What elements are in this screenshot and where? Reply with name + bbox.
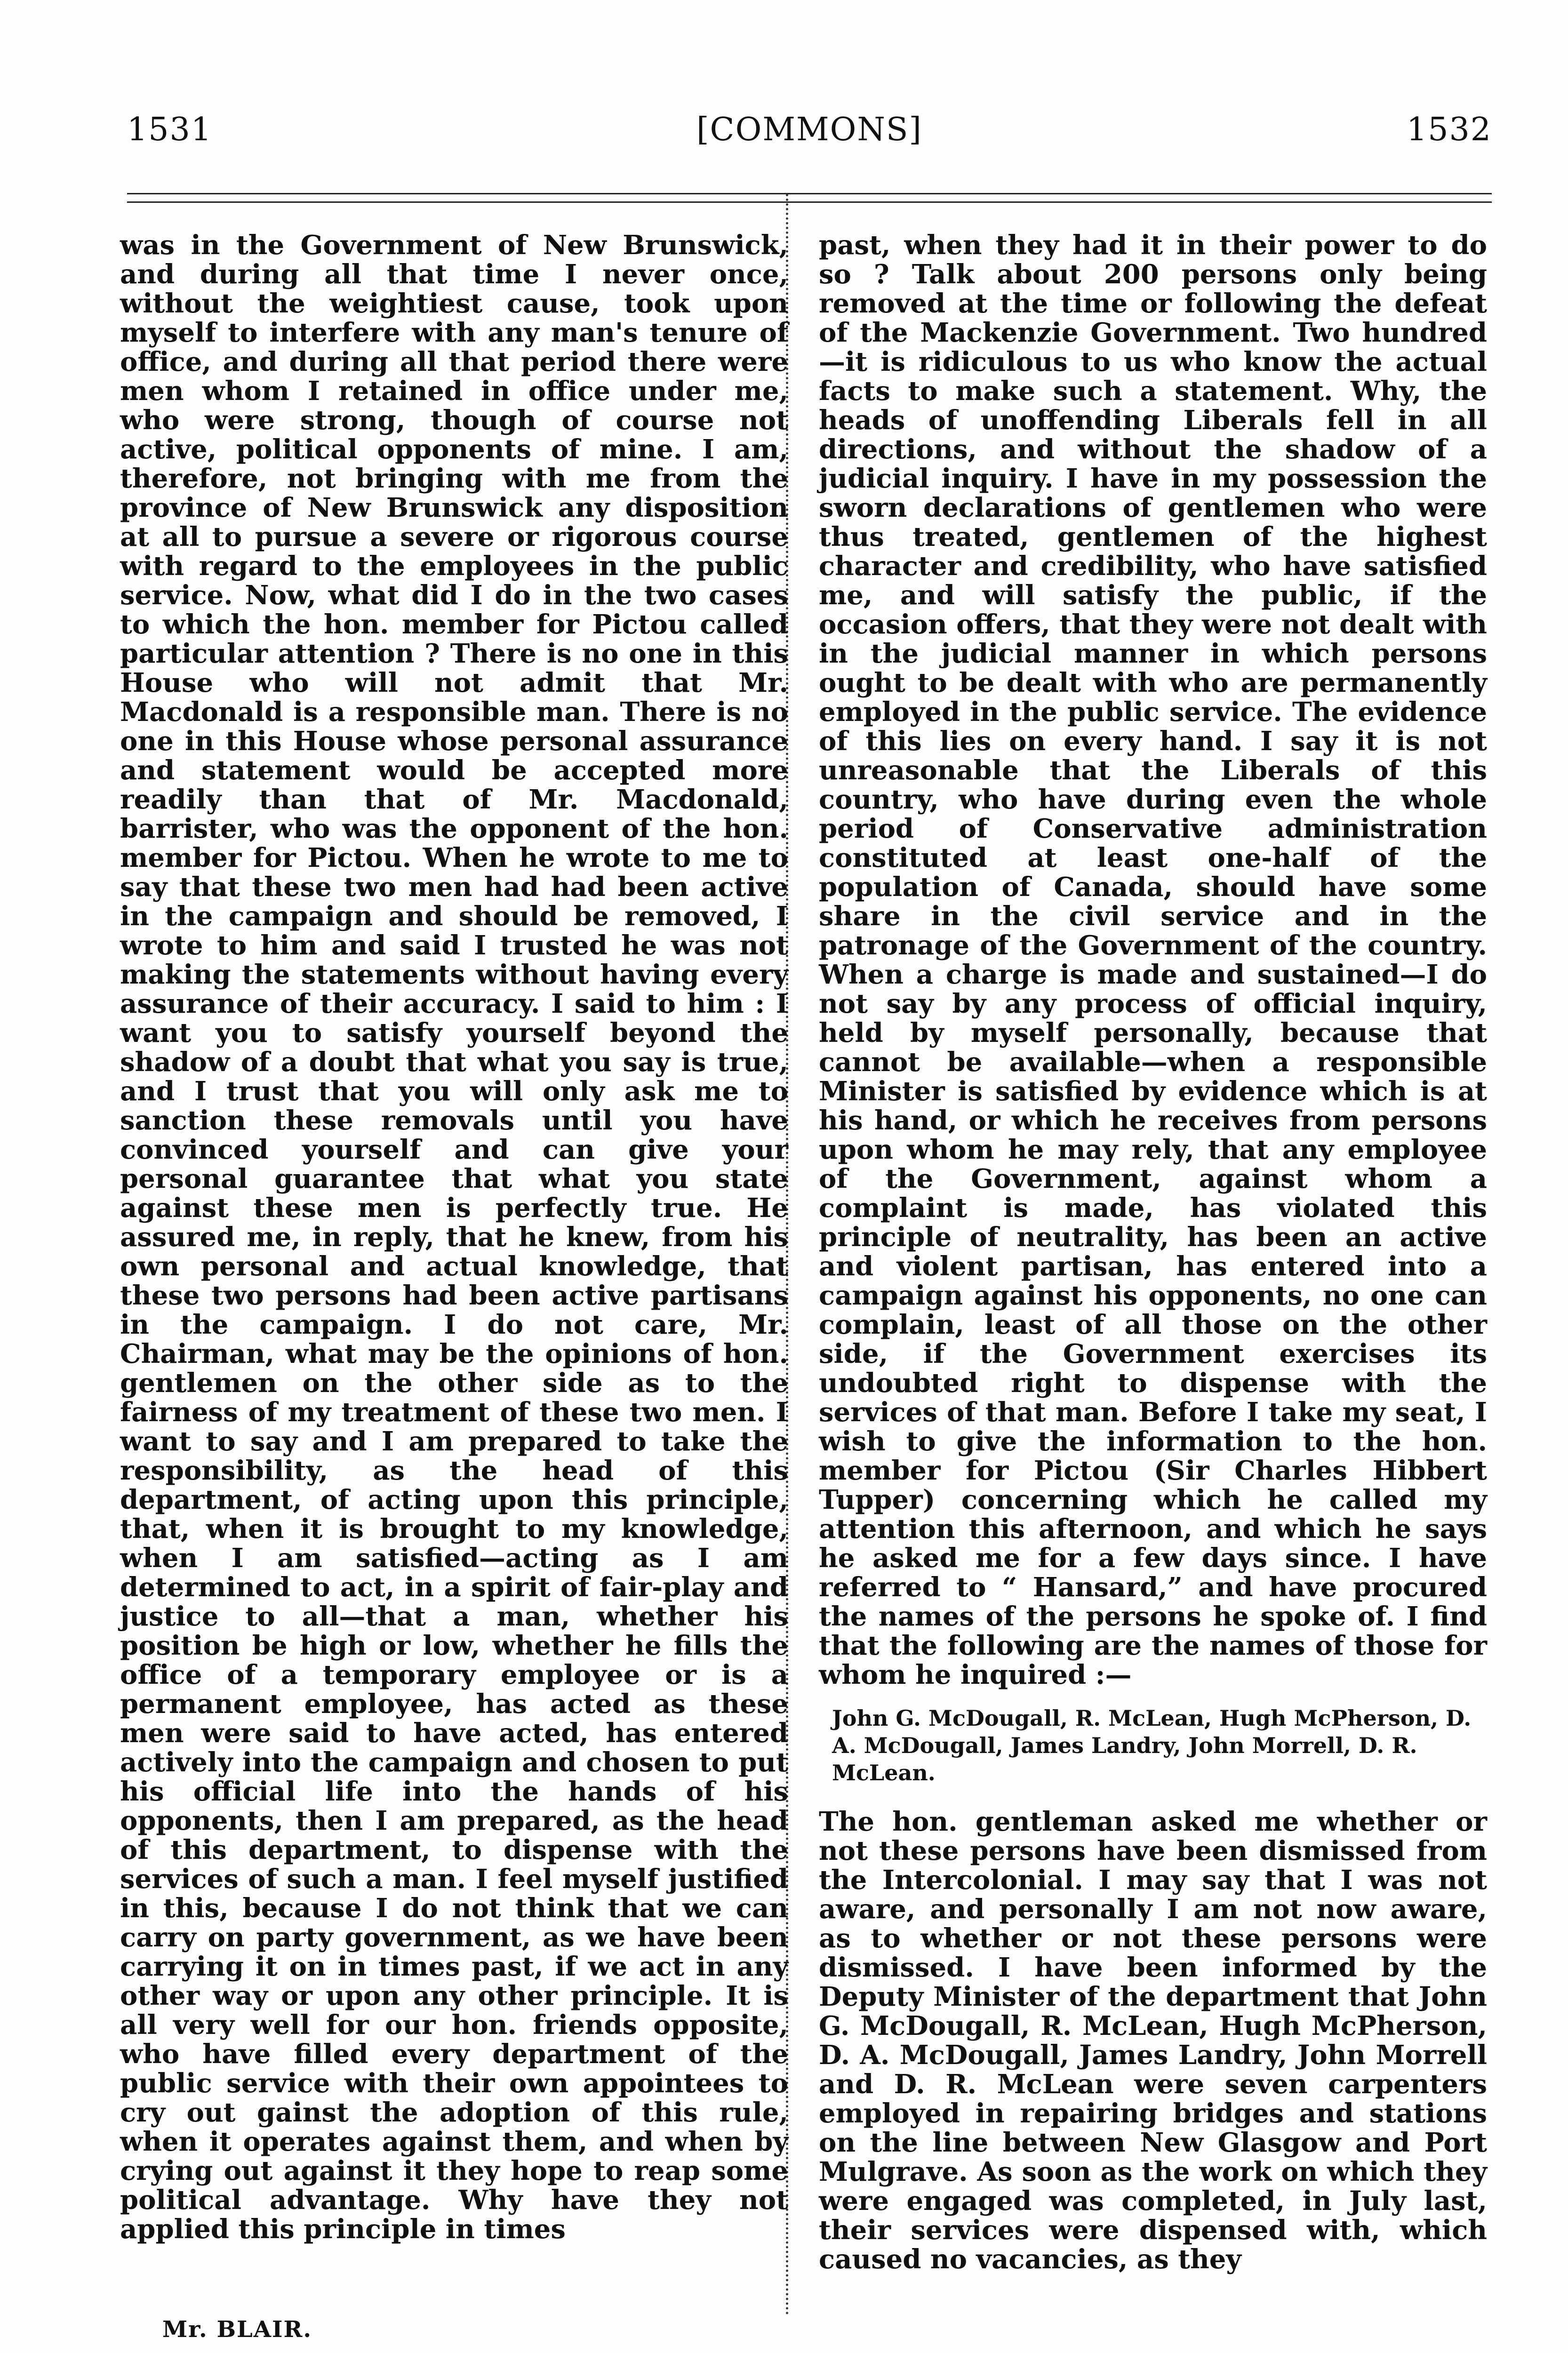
page-number-left: 1531 (127, 111, 213, 148)
page-header (127, 111, 1492, 153)
right-column (819, 231, 1487, 2274)
names-quote: John G. McDougall, R. McLean, Hugh McPherson, D. A. McDougall, James Landry, John Morrell, D. R. McLean. (832, 1705, 1472, 1785)
page-number-right: 1532 (1406, 111, 1492, 148)
speaker-footer: Mr. BLAIR. (162, 2316, 312, 2343)
left-column-text: was in the Government of New Brunswick, and during all that time I never once, without the weightiest cause, took upon myself to interfere with any man's tenure of office, and during all that period there were men whom I retained in office under me, who were strong, though of course not active, political opponents of mine. I am, therefore, not bringing with me from the province of New Brunswick any disposition at all to pursue a severe or rigorous course with regard to the employees in the public service. Now, what did I do in the two cases to which the hon. member for Pictou called particular attention ? There is no one in this House who will not admit that Mr. Macdonald is a responsible man. There is no one in this House whose personal assurance and statement would be accepted more readily than that of Mr. Macdonald, barrister, who was the opponent of the hon. member for Pictou. When he wrote to me to say that these two men had had been active in the campaign and should be removed, I wrote to him and said I trusted he was not making the statements without having every assurance of their accuracy. I said to him : I want you to satisfy yourself beyond the shadow of a doubt that what you say is true, and I trust that you will only ask me to sanction these removals until you have convinced yourself and can give your personal guarantee that what you state against these men is perfectly true. He assured me, in reply, that he knew, from his own personal and actual knowledge, that these two persons had been active partisans in the campaign. I do not care, Mr. Chairman, what may be the opinions of hon. gentlemen on the other side as to the fairness of my treatment of these two men. I want to say and I am prepared to take the responsibility, as the head of this department, of acting upon this principle, that, when it is brought to my knowledge, when I am satisfied—acting as I am determined to act, in a spirit of fair-play and justice to all—that a man, whether his position be high or low, whether he fills the office of a temporary employee or is a permanent employee, has acted as these men were said to have acted, has entered actively into the campaign and chosen to put his official life into the hands of his opponents, then I am prepared, as the head of this department, to dispense with the services of such a man. I feel myself justified in this, because I do not think that we can carry on party government, as we have been carrying it on in times past, if we act in any other way or upon any other principle. It is all very well for our hon. friends opposite, who have filled every department of the public service with their own appointees to cry out gainst the adoption of this rule, when it operates against them, and when by crying out against it they hope to reap some political advantage. Why have they not applied this principle in times (120, 230, 788, 2245)
header-rule-bottom (127, 201, 1492, 203)
right-column-paragraph-1: past, when they had it in their power to do so ? Talk about 200 persons only being removed at the time or following the defeat of the Mackenzie Government. Two hundred—it is ridiculous to us who know the actual facts to make such a statement. Why, the heads of unoffending Liberals fell in all directions, and without the shadow of a judicial inquiry. I have in my possession the sworn declarations of gentlemen who were thus treated, gentlemen of the highest character and credibility, who have satisfied me, and will satisfy the public, if the occasion offers, that they were not dealt with in the judicial manner in which persons ought to be dealt with who are permanently employed in the public service. The evidence of this lies on every hand. I say it is not unreasonable that the Liberals of this country, who have during even the whole period of Conservative administration constituted at least one-half of the population of Canada, should have some share in the civil service and in the patronage of the Government of the country. When a charge is made and sustained—I do not say by any process of official inquiry, held by myself personally, because that cannot be available—when a responsible Minister is satisfied by evidence which is at his hand, or which he receives from persons upon whom he may rely, that any employee of the Government, against whom a complaint is made, has violated this principle of neutrality, has been an active and violent partisan, has entered into a campaign against his opponents, no one can complain, least of all those on the other side, if the Government exercises its undoubted right to dispense with the services of that man. Before I take my seat, I wish to give the information to the hon. member for Pictou (Sir Charles Hibbert Tupper) concerning which he called my attention this afternoon, and which he says he asked me for a few days since. I have referred to “ Hansard,” and have procured the names of the persons he spoke of. I find that the following are the names of those for whom he inquired :— (819, 230, 1487, 1690)
running-title: [COMMONS] (696, 111, 922, 148)
left-column (120, 231, 788, 2244)
header-rule-top (127, 193, 1492, 194)
right-column-paragraph-2: The hon. gentleman asked me whether or not these persons have been dismissed from the Intercolonial. I may say that I was not aware, and personally I am not now aware, as to whether or not these persons were dismissed. I have been informed by the Deputy Minister of the department that John G. McDougall, R. McLean, Hugh McPherson, D. A. McDougall, James Landry, John Morrell and D. R. McLean were seven carpenters employed in repairing bridges and stations on the line between New Glasgow and Port Mulgrave. As soon as the work on which they were engaged was completed, in July last, their services were dispensed with, which caused no vacancies, as they (819, 1806, 1487, 2275)
